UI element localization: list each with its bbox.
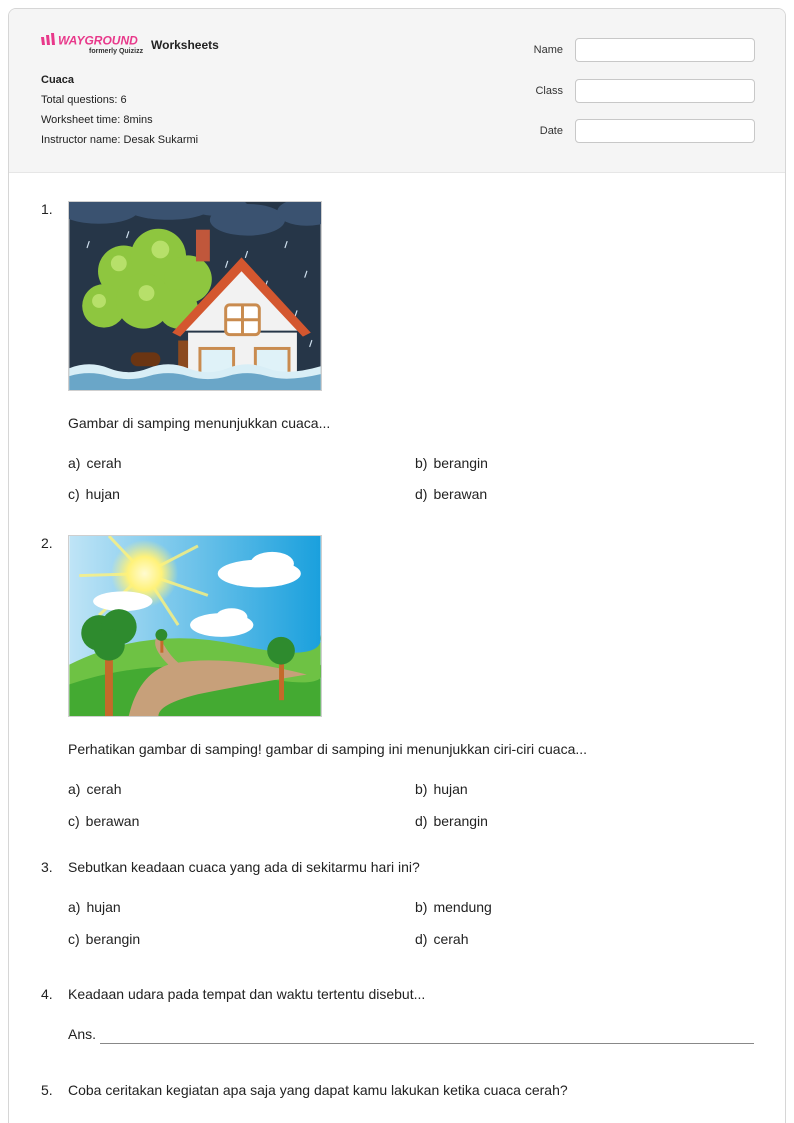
question-number: 1.	[41, 201, 53, 217]
question-text: Sebutkan keadaan cuaca yang ada di sekitarmu hari ini?	[68, 859, 420, 875]
product-name: Worksheets	[151, 38, 219, 52]
option-letter: a)	[68, 455, 81, 471]
question-text: Perhatikan gambar di samping! gambar di samping ini menunjukkan ciri-ciri cuaca...	[68, 741, 588, 757]
option-text: hujan	[85, 486, 120, 502]
instructor-name: Instructor name: Desak Sukarmi	[41, 134, 199, 146]
date-field[interactable]	[575, 119, 755, 143]
option-d[interactable]	[415, 813, 488, 829]
name-field-row	[489, 38, 755, 62]
name-label: Name	[533, 44, 563, 56]
option-text: cerah	[86, 781, 122, 797]
question-number: 5.	[41, 1082, 53, 1098]
question-text: Keadaan udara pada tempat dan waktu tertentu disebut...	[68, 986, 426, 1002]
option-text: berangin	[85, 931, 141, 947]
option-c[interactable]	[68, 813, 139, 829]
option-text: hujan	[433, 781, 468, 797]
class-field-row	[489, 79, 755, 103]
option-letter: b)	[415, 899, 428, 915]
option-letter: a)	[68, 899, 81, 915]
question-number: 2.	[41, 535, 53, 551]
worksheet-meta	[41, 73, 198, 153]
option-b[interactable]	[415, 781, 468, 797]
option-text: berangin	[433, 813, 488, 829]
option-b[interactable]	[415, 899, 492, 915]
worksheet-time: Worksheet time: 8mins	[41, 114, 153, 126]
option-letter: a)	[68, 781, 81, 797]
option-text: berangin	[433, 455, 488, 471]
option-letter: d)	[415, 813, 428, 829]
option-text: berawan	[85, 813, 140, 829]
worksheet-header	[9, 9, 785, 173]
option-text: hujan	[86, 899, 121, 915]
name-field[interactable]	[575, 38, 755, 62]
option-letter: c)	[68, 813, 80, 829]
option-letter: b)	[415, 781, 428, 797]
option-a[interactable]	[68, 899, 121, 915]
question-text: Coba ceritakan kegiatan apa saja yang dapat kamu lakukan ketika cuaca cerah?	[68, 1082, 568, 1098]
option-text: cerah	[86, 455, 122, 471]
answer-label: Ans.	[68, 1026, 97, 1042]
option-text: berawan	[433, 486, 488, 502]
question-text: Gambar di samping menunjukkan cuaca...	[68, 415, 331, 431]
option-letter: d)	[415, 486, 428, 502]
option-d[interactable]	[415, 931, 468, 947]
option-c[interactable]	[68, 931, 140, 947]
worksheet-topic: Cuaca	[41, 74, 75, 86]
question-number: 3.	[41, 859, 53, 875]
date-label: Date	[539, 125, 563, 137]
total-questions: Total questions: 6	[41, 94, 127, 106]
question-number: 4.	[41, 986, 53, 1002]
class-field[interactable]	[575, 79, 755, 103]
option-letter: c)	[68, 931, 80, 947]
class-label: Class	[535, 85, 563, 97]
option-letter: d)	[415, 931, 428, 947]
option-text: mendung	[433, 899, 492, 915]
logo-subtitle: formerly Quizizz	[89, 48, 144, 55]
logo-wordmark: WAYGROUND	[58, 33, 138, 48]
option-a[interactable]	[68, 455, 121, 471]
sunny-landscape-image	[68, 535, 322, 717]
option-a[interactable]	[68, 781, 121, 797]
option-d[interactable]	[415, 486, 487, 502]
worksheet-page	[8, 8, 786, 1123]
option-letter: b)	[415, 455, 428, 471]
answer-line[interactable]	[100, 1043, 754, 1044]
option-b[interactable]	[415, 455, 488, 471]
option-letter: c)	[68, 486, 80, 502]
option-c[interactable]	[68, 486, 120, 502]
rainy-house-image	[68, 201, 322, 391]
date-field-row	[489, 119, 755, 143]
option-text: cerah	[433, 931, 469, 947]
